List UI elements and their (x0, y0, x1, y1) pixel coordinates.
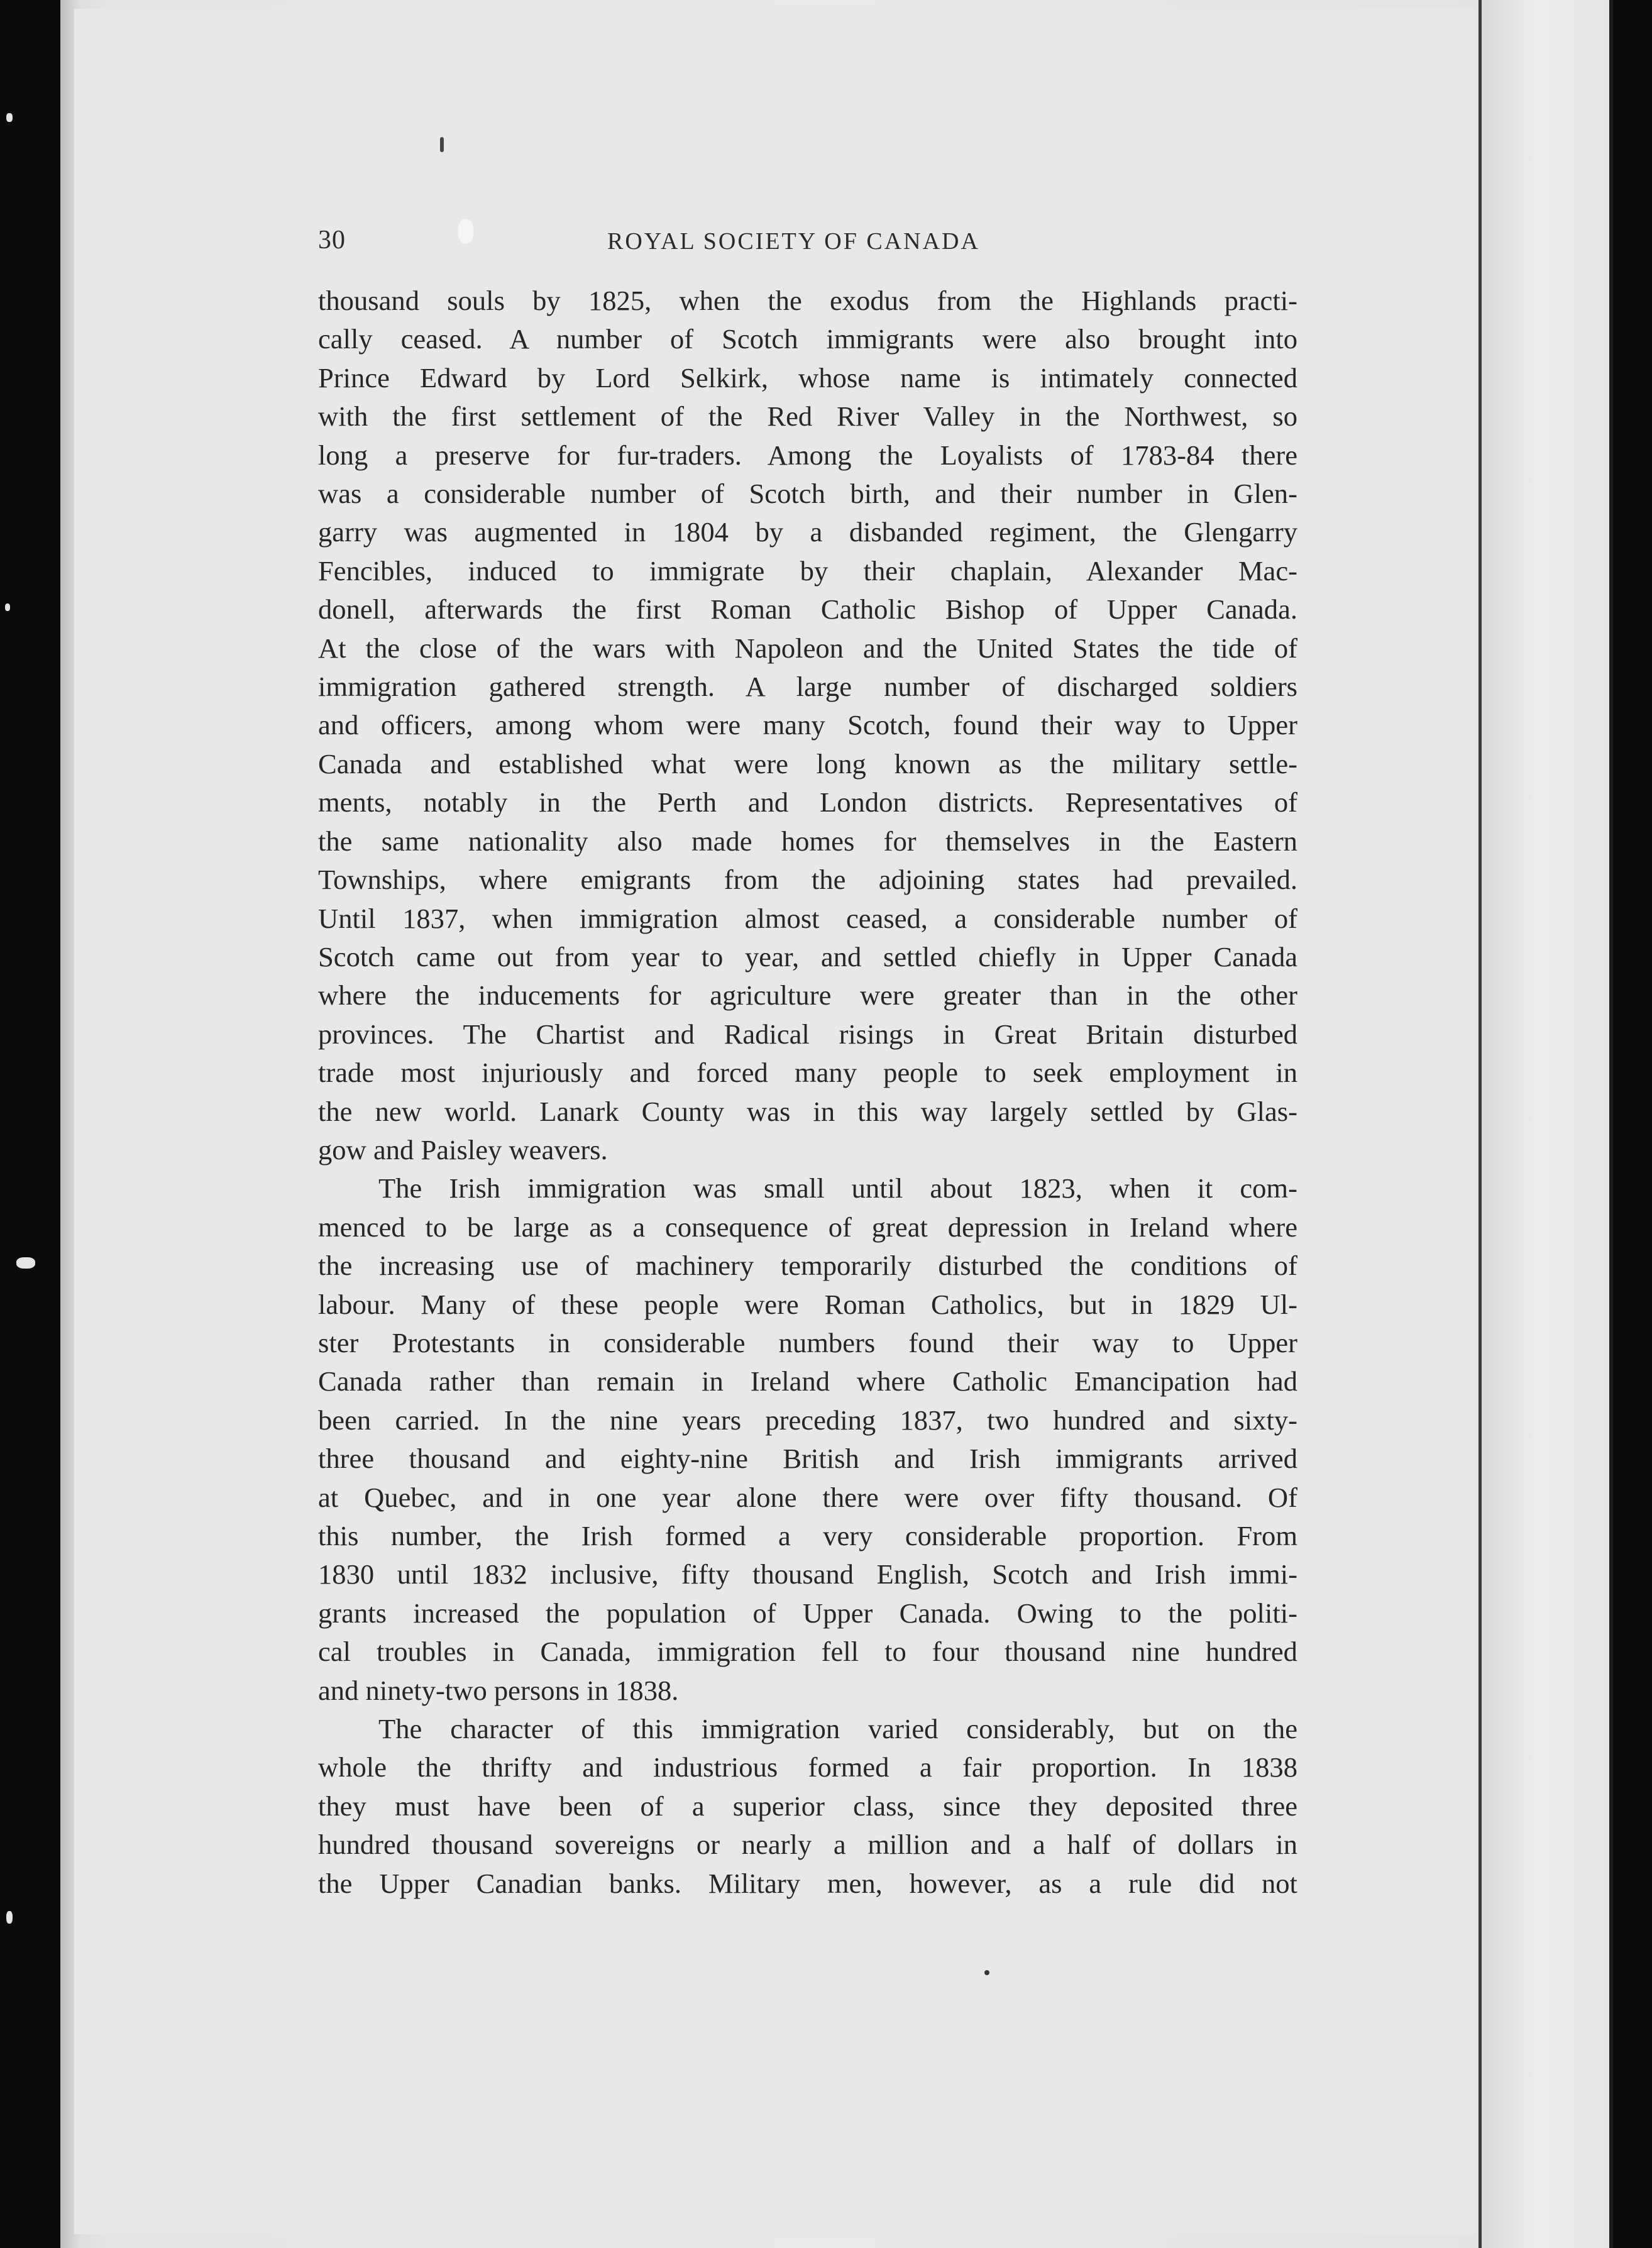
paragraph-1 (318, 282, 1297, 1169)
text-line: at Quebec, and in one year alone there were over fifty thousand. Of (318, 1481, 1297, 1513)
text-line: Scotch came out from year to year, and settled chiefly in Upper Canada (318, 940, 1298, 972)
text-line: donell, afterwards the first Roman Catholic Bishop of Upper Canada. (318, 593, 1298, 625)
text-line: and officers, among whom were many Scotch, found their way to Upper (318, 709, 1297, 741)
text-line: the same nationality also made homes for themselves in the Eastern (318, 825, 1297, 857)
text-line: they must have been of a superior class, since they deposited three (318, 1790, 1298, 1822)
page-number: 30 (318, 226, 346, 255)
text-line: gow and Paisley weavers. (318, 1133, 608, 1165)
text-line: garry was augmented in 1804 by a disbanded regiment, the Glengarry (318, 516, 1298, 548)
scan-artifact (6, 1911, 13, 1924)
paragraph-3 (318, 1710, 1297, 1903)
text-line: this number, the Irish formed a very considerable proportion. From (318, 1520, 1298, 1551)
text-line: Fencibles, induced to immigrate by their chaplain, Alexander Mac- (318, 554, 1297, 587)
text-line: labour. Many of these people were Roman Catholics, but in 1829 Ul- (318, 1288, 1297, 1320)
text-line: and ninety-two persons in 1838. (318, 1674, 679, 1706)
paragraph-2 (318, 1169, 1297, 1710)
ink-speck (984, 1970, 989, 1975)
text-line: the increasing use of machinery temporarily disturbed the conditions of (318, 1250, 1297, 1282)
text-line: Townships, where emigrants from the adjoining states had prevailed. (318, 864, 1298, 896)
text-line: the Upper Canadian banks. Military men, however, as a rule did not (318, 1867, 1297, 1899)
text-line: menced to be large as a consequence of great depression in Ireland where (318, 1211, 1298, 1243)
text-line: hundred thousand sovereigns or nearly a million and a half of dollars in (318, 1829, 1298, 1861)
text-line: provinces. The Chartist and Radical risings in Great Britain disturbed (318, 1018, 1298, 1050)
text-line: Until 1837, when immigration almost ceased, a considerable number of (318, 902, 1298, 934)
scan-artifact (16, 1257, 35, 1269)
text-line: was a considerable number of Scotch birth, and their number in Glen- (318, 478, 1297, 510)
body-text (318, 282, 1297, 1903)
text-line: whole the thrifty and industrious formed a fair proportion. In 1838 (318, 1751, 1297, 1783)
scan-artifact (6, 113, 13, 122)
text-line: cally ceased. A number of Scotch immigrants were also brought into (318, 323, 1298, 355)
text-line: At the close of the wars with Napoleon and the United States the tide of (318, 632, 1297, 664)
text-line: Canada rather than remain in Ireland where Catholic Emancipation had (318, 1365, 1298, 1397)
text-line: 1830 until 1832 inclusive, fifty thousand English, Scotch and Irish immi- (318, 1558, 1297, 1590)
text-line: where the inducements for agriculture were greater than in the other (318, 979, 1297, 1011)
text-line: ster Protestants in considerable numbers found their way to Upper (318, 1326, 1298, 1358)
text-line: with the first settlement of the Red River Valley in the Northwest, so (318, 400, 1298, 433)
text-line: trade most injuriously and forced many people to seek employment in (318, 1057, 1298, 1089)
scan-artifact (5, 603, 10, 611)
text-line: Canada and established what were long known as the military settle- (318, 747, 1297, 780)
adjacent-page-edge (1482, 0, 1613, 2248)
text-line: ments, notably in the Perth and London districts. Representatives of (318, 786, 1298, 818)
text-line: three thousand and eighty-nine British and Irish immigrants arrived (318, 1443, 1297, 1475)
scan-margin-right (1613, 0, 1652, 2248)
text-line: been carried. In the nine years preceding 1837, two hundred and sixty- (318, 1404, 1297, 1436)
running-head-title: ROYAL SOCIETY OF CANADA (607, 228, 980, 255)
ink-speck (440, 137, 444, 152)
text-line: immigration gathered strength. A large number of discharged soldiers (318, 671, 1298, 703)
text-line: Prince Edward by Lord Selkirk, whose name is intimately connected (318, 361, 1298, 394)
text-line: The Irish immigration was small until about 1823, when it com- (378, 1172, 1297, 1204)
text-line: thousand souls by 1825, when the exodus from the Highlands practi- (318, 285, 1297, 316)
text-line: cal troubles in Canada, immigration fell to four thousand nine hundred (318, 1636, 1297, 1668)
text-line: long a preserve for fur-traders. Among the Loyalists of 1783-84 there (318, 439, 1298, 471)
text-line: the new world. Lanark County was in this way largely settled by Glas- (318, 1095, 1297, 1127)
text-line: The character of this immigration varied considerably, but on the (378, 1713, 1298, 1745)
running-header (318, 225, 1299, 263)
text-line: grants increased the population of Upper Canada. Owing to the politi- (318, 1597, 1297, 1629)
